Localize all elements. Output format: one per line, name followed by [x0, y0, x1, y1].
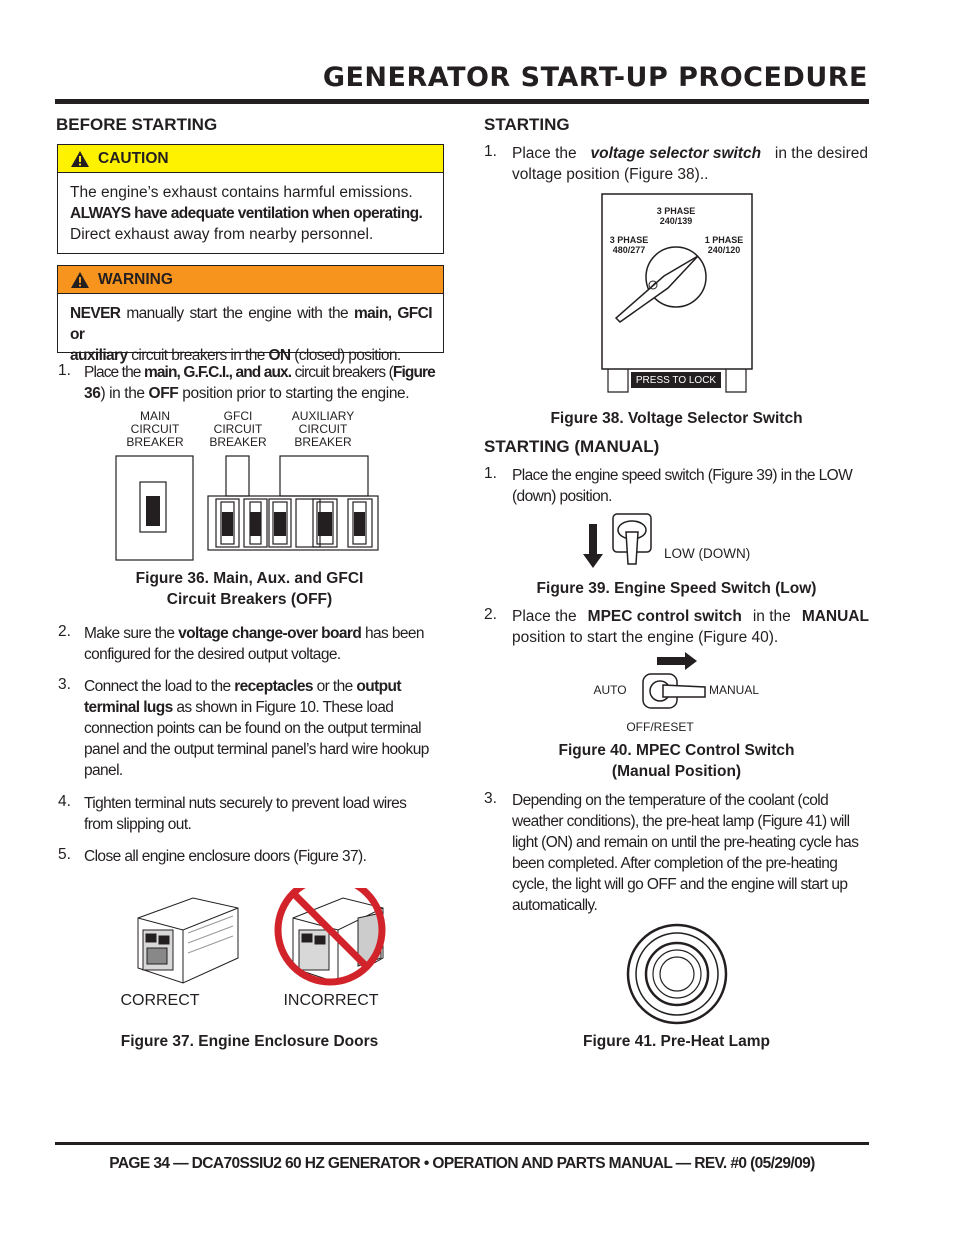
enclosure-doors-figure [133, 888, 398, 993]
gfci-breaker-label: GFCI CIRCUIT BREAKER [209, 409, 267, 449]
step-1-text: Place the main, G.F.C.I., and aux. circuit breakers (Figure 36) in the OFF position prior to starting the engine. [84, 364, 435, 402]
step-2-text: Make sure the voltage change-over board has been configured for the desired output voltage. [84, 625, 424, 663]
page-title: GENERATOR START-UP PROCEDURE [322, 62, 868, 93]
step-4-text: Tighten terminal nuts securely to prevent load wires from slipping out. [84, 795, 407, 833]
warning-triangle-icon [70, 150, 90, 168]
circuit-breakers-figure [110, 452, 385, 562]
manual-label: MANUAL [708, 683, 759, 697]
one-phase-240-label: 1 PHASE 240/120 [704, 235, 744, 255]
figure-37-caption: Figure 37. Engine Enclosure Doors [120, 1033, 379, 1050]
figure-36-caption: Figure 36. Main, Aux. and GFCI Circuit Breakers (OFF) [135, 570, 364, 608]
low-down-label: LOW (DOWN) [664, 546, 751, 561]
auto-label: AUTO [593, 683, 627, 697]
aux-breaker-label: AUXILIARY CIRCUIT BREAKER [291, 409, 355, 449]
step-number: 2. [484, 606, 497, 623]
speed-switch-figure [583, 512, 663, 572]
caution-label: CAUTION [98, 149, 169, 167]
three-phase-480-label: 3 PHASE 480/277 [609, 235, 649, 255]
page-footer: PAGE 34 — DCA70SSIU2 60 HZ GENERATOR • OPERATION AND PARTS MANUAL — REV. #0 (05/29/09) [109, 1155, 815, 1172]
starting-heading: STARTING [484, 115, 570, 134]
starting-step-1-text: Place the voltage selector switch in the desired voltage position (Figure 38).. [512, 145, 868, 183]
caution-header [58, 145, 443, 173]
warning-box [57, 265, 444, 364]
step-3-text: Connect the load to the receptacles or the output terminal lugs as shown in Figure 10. These load connection points can be found on the output terminal panel and the output terminal panel’s hard wire hookup panel. [84, 678, 429, 779]
manual-step-1-text: Place the engine speed switch (Figure 39) in the LOW (down) position. [512, 467, 853, 505]
figure-38-caption: Figure 38. Voltage Selector Switch [550, 410, 803, 427]
step-number: 5. [58, 846, 71, 863]
three-phase-240-label: 3 PHASE 240/139 [656, 206, 696, 226]
correct-label: CORRECT [120, 992, 200, 1009]
manual-step-2-text: Place the MPEC control switch in the MANUAL position to start the engine (Figure 40). [512, 608, 869, 646]
before-starting-heading: BEFORE STARTING [56, 115, 218, 134]
step-5-text: Close all engine enclosure doors (Figure 37). [84, 848, 367, 865]
caution-text-3: Direct exhaust away from nearby personnel. [70, 226, 374, 243]
warning-text-1: NEVER manually start the engine with the main, GFCI or [70, 305, 432, 343]
warning-header [58, 266, 443, 294]
caution-text-2: ALWAYS have adequate ventilation when operating. [70, 205, 423, 222]
step-number: 3. [484, 790, 497, 807]
press-to-lock-plate: PRESS TO LOCK [635, 375, 717, 386]
step-number: 3. [58, 676, 71, 693]
step-number: 1. [484, 465, 497, 482]
figure-39-caption: Figure 39. Engine Speed Switch (Low) [536, 580, 817, 597]
warning-text-2: auxiliary circuit breakers in the ON (closed) position. [70, 347, 401, 364]
step-number: 2. [58, 623, 71, 640]
warning-label: WARNING [98, 270, 173, 288]
main-breaker-label: MAIN CIRCUIT BREAKER [126, 409, 184, 449]
footer-rule [55, 1142, 869, 1145]
figure-40-caption: Figure 40. MPEC Control Switch (Manual Position) [558, 742, 795, 780]
step-number: 4. [58, 793, 71, 810]
starting-manual-heading: STARTING (MANUAL) [484, 437, 660, 456]
step-number: 1. [58, 362, 71, 379]
incorrect-label: INCORRECT [283, 992, 379, 1009]
step-number: 1. [484, 143, 497, 160]
caution-box [57, 144, 444, 254]
off-reset-label: OFF/RESET [626, 720, 694, 734]
figure-41-caption: Figure 41. Pre-Heat Lamp [583, 1033, 770, 1050]
warning-triangle-icon [70, 271, 90, 289]
manual-step-3-text: Depending on the temperature of the coolant (cold weather conditions), the pre-heat lamp (Figure 41) will light (ON) and remain on until the pre-heating cycle has been completed. After completion of the pre-heating cycle, the light will go OFF and the engine will start up automatically. [512, 792, 859, 914]
mpec-switch-figure [635, 652, 707, 714]
preheat-lamp-icon [625, 922, 729, 1026]
caution-text-1: The engine’s exhaust contains harmful emissions. [70, 184, 413, 201]
header-rule [55, 99, 869, 104]
